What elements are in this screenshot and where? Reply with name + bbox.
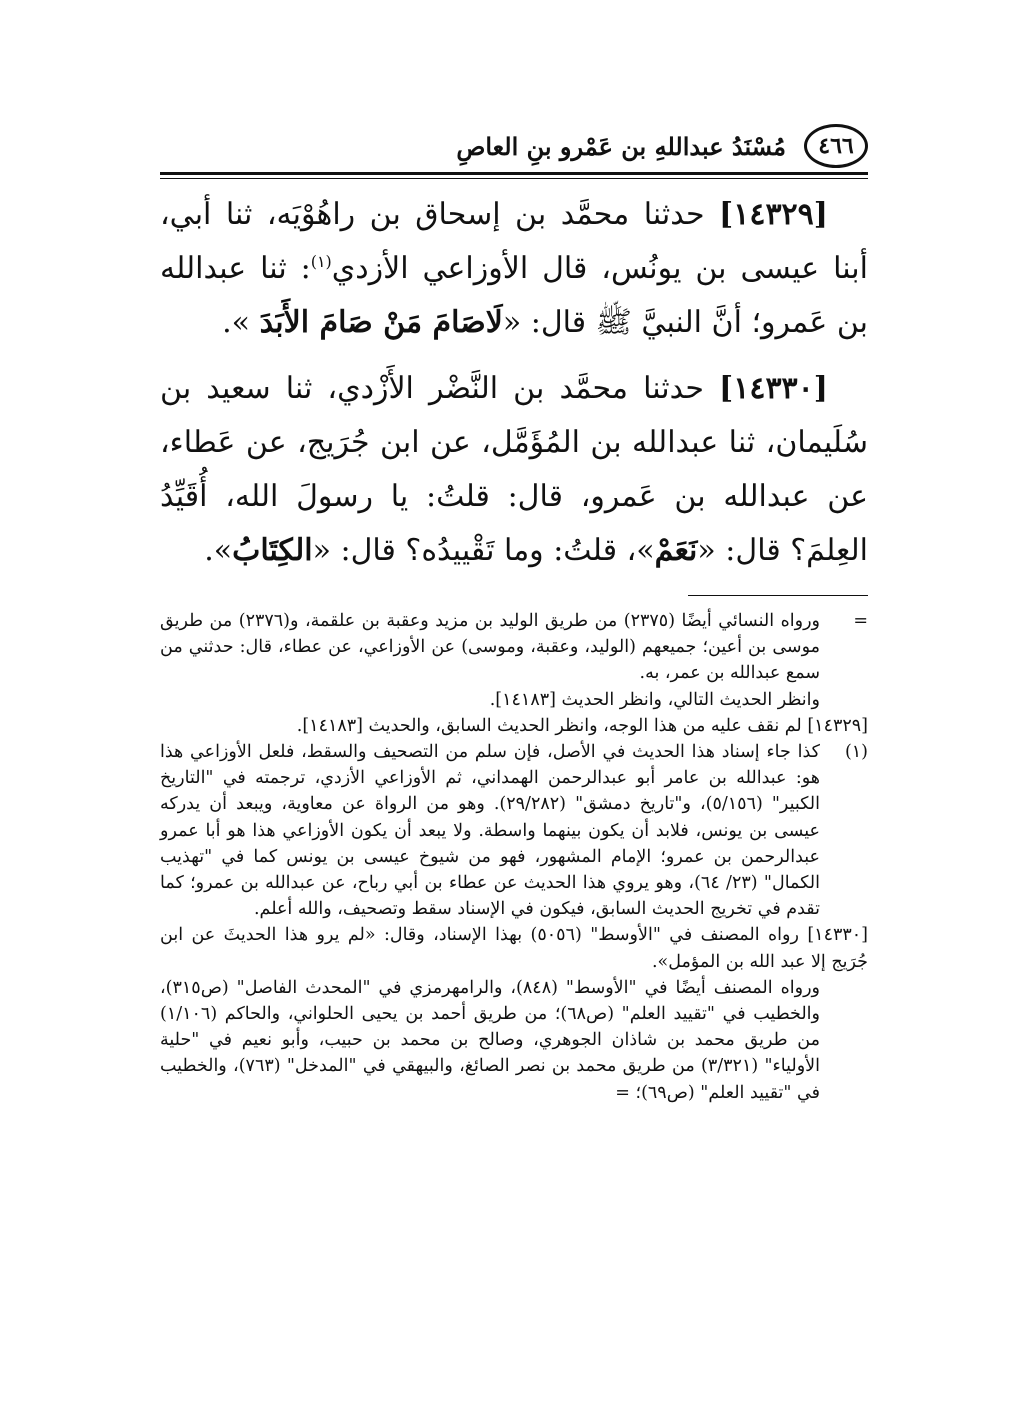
footnote-line: رواه المصنف في "الأوسط" (٥٠٥٦) بهذا الإسناد، وقال: «لم يرو هذا الحديثَ عن ابن جُرَيج إلا عبد الله بن المؤمل».	[160, 925, 868, 972]
footnote-mark: [١٤٣٢٩]	[807, 715, 868, 736]
footnote-continued	[160, 608, 868, 713]
prophetic-quote: الكِتَابُ	[232, 533, 313, 568]
footnote-line: ورواه النسائي أيضًا (٢٣٧٥) من طريق الوليد بن مزيد وعقبة بن علقمة، و(٢٣٧٦) من طريق موسى بن أعين؛ جميعهم (الوليد، وعقبة، وموسى) عن الأوزاعي، عن عطاء، قال: حدثني من سمع عبدالله بن عمر، به.	[160, 611, 821, 684]
footnote-line: كذا جاء إسناد هذا الحديث في الأصل، فإن سلم من التصحيف والسقط، فلعل الأوزاعي هذا هو: عبدالله بن عامر أبو عبدالرحمن الهمداني، ثم الأوزاعي الأزدي، ترجمته في "التاريخ الكبير" (٥/١٥٦)، و"تاريخ دمشق" (٢٩/٢٨٢). وهو من الرواة عن معاوية، ويبعد أن يدركه عيسى بن يونس، فلابد أن يكون بينهما واسطة. ولا يبعد أن يكون الأوزاعي هذا هو أبا عمرو عبدالرحمن بن عمرو؛ الإمام المشهور، فهو من شيوخ عيسى بن يونس كما في "تهذيب الكمال" (٢٣/ ٦٤)، وهو يروي هذا الحديث عن عطاء بن أبي رباح، عن عبدالله بن عمرو؛ كما تقدم في تخريج الحديث السابق، فيكون في الإسناد سقط وتصحيف، والله أعلم.	[160, 742, 821, 920]
footnote-mark: =	[853, 611, 868, 631]
header-rule-thick	[160, 172, 868, 175]
hadith-text: : ثنا عبدالله بن عَمرو؛ أنَّ النبيَّ ﷺ قال: «	[160, 251, 868, 340]
hadith-text: حدثنا محمَّد بن النَّضْر الأَزْدي، ثنا سعيد بن سُلَيمان، ثنا عبدالله بن المُؤَمَّل، عن ابن جُرَيج، عن عَطاء، عن عبدالله بن عَمرو، قال: قلتُ: يا رسولَ الله، أُقَيِّدُ العِلمَ؟ قال: «	[160, 371, 868, 568]
page-number: ٤٦٦	[804, 124, 868, 168]
running-title: مُسْنَدُ عبداللهِ بن عَمْرو بنِ العاصِ	[456, 131, 786, 161]
footnote-line: وانظر الحديث التالي، وانظر الحديث [١٤١٨٣].	[489, 689, 820, 710]
main-text	[160, 188, 868, 592]
footnote-mark: (١)	[844, 742, 868, 763]
footnote-first-line	[160, 922, 868, 974]
footnote-line: لم نقف عليه من هذا الوجه، وانظر الحديث السابق، والحديث [١٤١٨٣].	[296, 715, 802, 736]
footnote-1	[160, 739, 868, 922]
footnote-divider	[688, 595, 868, 596]
hadith-text: حدثنا محمَّد بن إسحاق بن راهُوْيَه، ثنا أبي، أبنا عيسى بن يونُس، قال الأوزاعي الأزدي	[160, 197, 868, 286]
hadith-number: [١٤٣٣٠]	[719, 371, 828, 406]
hadith-number: [١٤٣٢٩]	[719, 197, 828, 232]
hadith-text: ».	[204, 533, 233, 568]
prophetic-quote: نَعَمْ	[654, 533, 698, 568]
footnote-line: ورواه المصنف أيضًا في "الأوسط" (٨٤٨)، والرامهرمزي في "المحدث الفاصل" (ص٣١٥)، والخطيب في "تقييد العلم" (ص٦٨)؛ من طريق أحمد بن يحيى الحلواني، والحاكم (١/١٠٦) من طريق محمد بن شاذان الجوهري، وصالح بن محمد بن حبيب، وأبو نعيم في "حلية الأولياء" (٣/٣٢١) من طريق محمد بن نصر الصائغ، والبيهقي في "المدخل" (٧٦٣)، والخطيب في "تقييد العلم" (ص٦٩)؛ =	[160, 977, 820, 1103]
hadith-14330	[160, 362, 868, 578]
hadith-text: ».	[222, 305, 260, 340]
footnote-14329	[160, 713, 868, 739]
prophetic-quote: لَاصَامَ مَنْ صَامَ الأَبَدَ	[259, 305, 503, 340]
header-rule-thin	[160, 178, 868, 179]
footnotes	[160, 608, 868, 1106]
hadith-14329	[160, 188, 868, 350]
page-header	[160, 124, 868, 168]
footnote-14330	[160, 922, 868, 1105]
footnote-mark: [١٤٣٣٠]	[807, 925, 868, 946]
footnote-ref[interactable]: (١)	[310, 252, 332, 271]
hadith-text: »، قلتُ: وما تَقْييدُه؟ قال: «	[312, 533, 655, 568]
